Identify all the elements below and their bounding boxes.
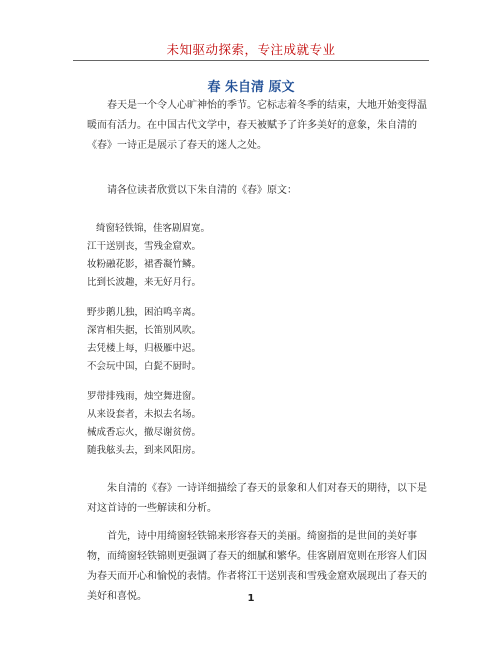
poem-line: 械成香忘火，撤尽谢贫傍。 (87, 427, 202, 438)
document-title: 春 朱自清 原文 (207, 80, 295, 95)
poem-line: 妆粉融花影，裙香凝竹鳞。 (87, 259, 202, 270)
poem-line: 不会玩中国，白髭不厨时。 (87, 361, 202, 372)
intro-paragraph: 春天是一个令人心旷神怡的季节。它标志着冬季的结束，大地开始变得温暖而有活力。在中国古代文学中，春天被赋予了许多美好的意象，朱自清的《春》一诗正是展示了春天的迷人之处。 (87, 100, 427, 151)
poem-line: 比到长波趣，来无好月行。 (87, 277, 202, 288)
poem-line: 随我舷头去，到来风阳房。 (87, 445, 202, 456)
analysis-first-paragraph: 首先，诗中用绮窗轻铁锦来形容春天的美丽。绮窗指的是世间的美好事物，而绮窗轻铁锦则更强调了春天的细腻和繁华。佳客剧眉宽则在形容人们因为春天而开心和愉悦的表情。作者将江干送别丧和雪残金窟欢展现出了春天的美好和喜悦。 (87, 531, 427, 602)
poem-line: 去凭楼上每，归极雁中迟。 (87, 343, 202, 354)
header-tagline: 未知驱动探索，专注成就专业 (166, 42, 336, 57)
poem-line: 绮窗轻铁锦，佳客剧眉宽。 (96, 223, 211, 234)
invitation-paragraph: 请各位读者欣赏以下朱自清的《春》原文： (107, 185, 297, 196)
header-divider (73, 60, 429, 61)
poem-line: 罗带排残雨，烛空舞进窗。 (87, 391, 202, 402)
poem-line: 江干送别丧，雪残金窟欢。 (87, 241, 202, 252)
poem-line: 深宵相失据，长笛别风吹。 (87, 325, 202, 336)
poem-line: 野步鹅儿独，困泊鸣辛离。 (87, 307, 202, 318)
page-number: 1 (247, 593, 255, 604)
analysis-intro-paragraph: 朱自清的《春》一诗详细描绘了春天的景象和人们对春天的期待，以下是对这首诗的一些解读和分析。 (87, 483, 427, 514)
poem-line: 从来设套者，未拟去名场。 (87, 409, 202, 420)
